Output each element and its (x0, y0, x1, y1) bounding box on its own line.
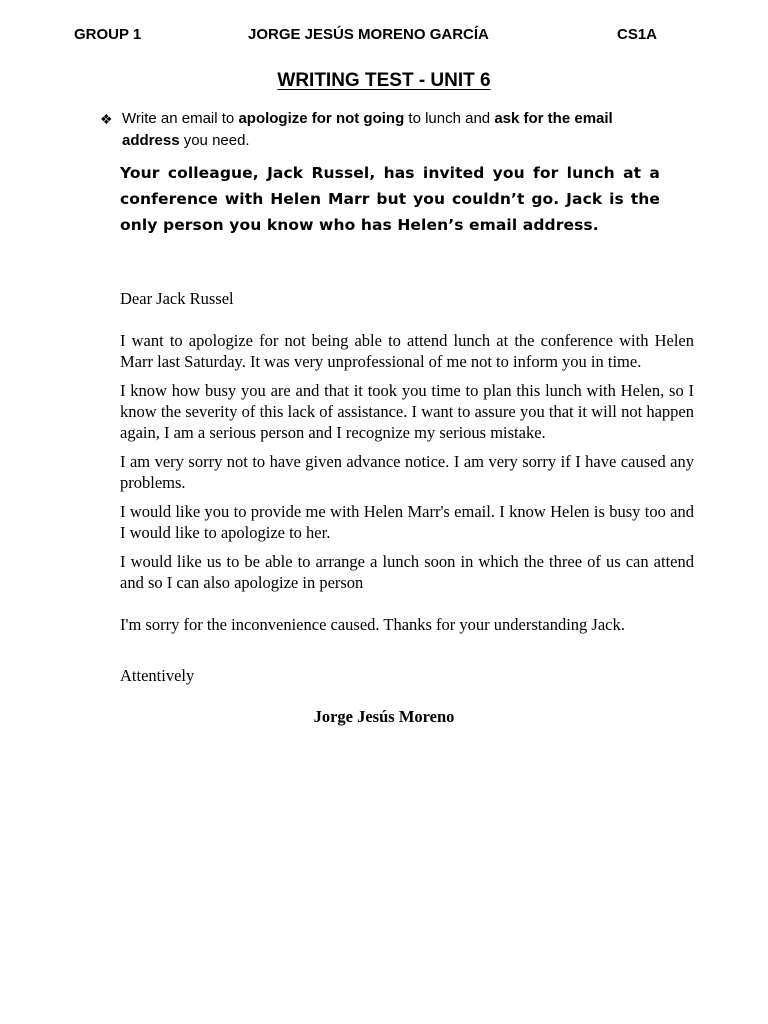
instruction-text (122, 108, 660, 152)
instruction (100, 108, 660, 152)
instruction-part3: you need. (179, 132, 250, 149)
instruction-part2: to lunch and (404, 110, 495, 127)
letter-paragraph: I would like you to provide me with Helen Marr's email. I know Helen is busy too and I would like to apologize to her. (120, 502, 694, 542)
letter-paragraph: I want to apologize for not being able to attend lunch at the conference with Helen Marr last Saturday. It was very unprofessional of me not to inform you in time. (120, 331, 694, 371)
email-letter (120, 288, 694, 727)
student-name: JORGE JESÚS MORENO GARCÍA (248, 26, 489, 43)
closing: Attentively (120, 666, 195, 685)
diamond-bullet-icon: ❖ (100, 111, 113, 127)
letter-paragraph: I am very sorry not to have given advance notice. I am very sorry if I have caused any problems. (120, 452, 694, 492)
letter-paragraph: I would like us to be able to arrange a lunch soon in which the three of us can attend and so I can also apologize in person (120, 552, 694, 592)
instruction-part1: Write an email to (122, 110, 239, 127)
page-title: WRITING TEST - UNIT 6 (277, 70, 491, 91)
salutation: Dear Jack Russel (120, 289, 234, 308)
instruction-bold2: ask for the email address (122, 110, 613, 149)
prompt-scenario: Your colleague, Jack Russel, has invited you for lunch at a conference with Helen Marr but you couldn’t go. Jack is the only person you know who has Helen’s email address. (120, 164, 660, 234)
group-label: GROUP 1 (74, 26, 142, 43)
document-header (0, 26, 768, 48)
thanks-line: I'm sorry for the inconvenience caused. Thanks for your understanding Jack. (120, 615, 625, 634)
signature: Jorge Jesús Moreno (313, 707, 455, 726)
class-code: CS1A (617, 26, 658, 43)
letter-paragraph: I know how busy you are and that it took you time to plan this lunch with Helen, so I know the severity of this lack of assistance. I want to assure you that it will not happen again, I am a serious person and I recognize my serious mistake. (120, 381, 694, 442)
instruction-bold1: apologize for not going (238, 110, 405, 127)
